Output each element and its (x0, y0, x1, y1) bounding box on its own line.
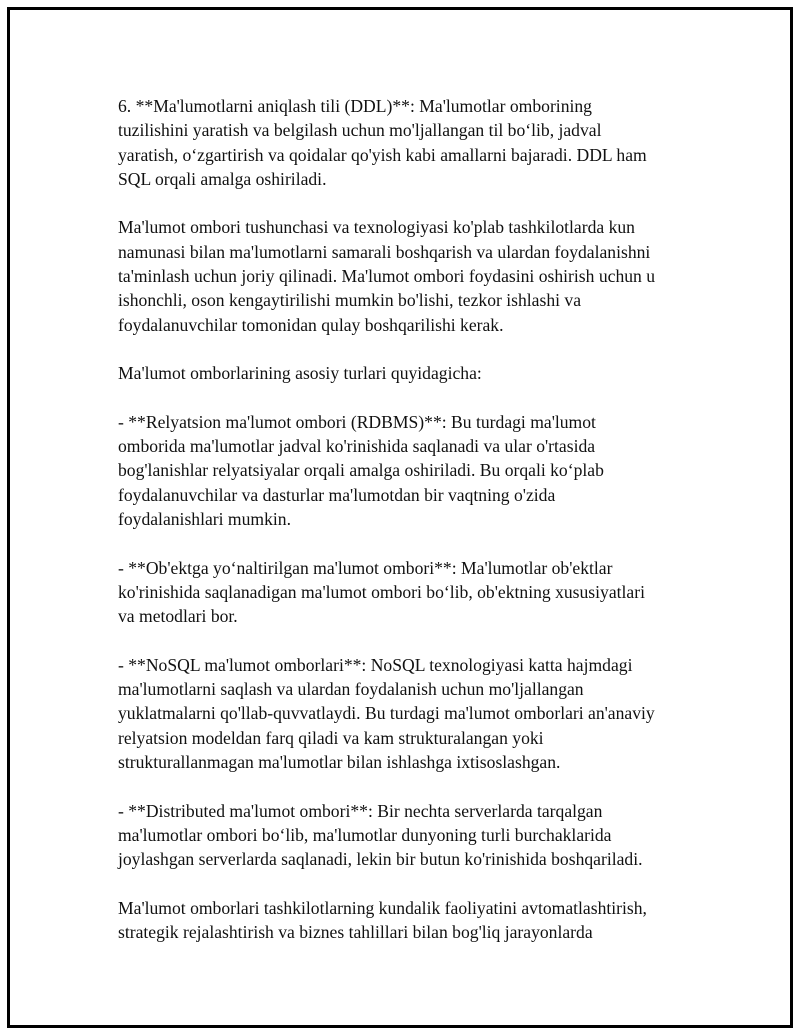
text-line: Ma'lumot ombori tushunchasi va texnologiyasi ko'plab tashkilotlarda kun (118, 217, 635, 238)
text-line: Ma'lumot omborlari tashkilotlarning kundalik faoliyatini avtomatlashtirish, (118, 897, 647, 918)
text-line: Ma'lumot omborlarining asosiy turlari quyidagicha: (118, 363, 482, 384)
text-line: bog'lanishlar relyatsiyalar orqali amalga oshiriladi. Bu orqali ko‘plab (118, 460, 604, 481)
text-line: foydalanuvchilar tomonidan qulay boshqarilishi kerak. (118, 314, 504, 335)
text-line: ko'rinishida saqlanadigan ma'lumot ombori bo‘lib, ob'ektning xususiyatlari (118, 581, 645, 602)
text-line: ta'minlash uchun joriy qilinadi. Ma'lumot ombori foydasini oshirish uchun u (118, 266, 656, 287)
text-line: ma'lumotlar ombori bo‘lib, ma'lumotlar dunyoning turli burchaklarida (118, 824, 612, 845)
text-line: foydalanishlari mumkin. (118, 509, 291, 530)
text-line: yaratish, o‘zgartirish va qoidalar qo'yish kabi amallarni bajaradi. DDL ham (118, 144, 647, 165)
paragraph-ddl (118, 94, 698, 191)
text-line: ishonchli, oson kengaytirilishi mumkin bo'lishi, tezkor ishlashi va (118, 290, 582, 311)
text-line: - **Ob'ektga yo‘naltirilgan ma'lumot ombori**: Ma'lumotlar ob'ektlar (118, 557, 613, 578)
paragraph-types-intro (118, 361, 698, 385)
text-line: omborida ma'lumotlar jadval ko'rinishida saqlanadi va ular o'rtasida (118, 436, 596, 457)
text-line: ma'lumotlarni saqlash va ulardan foydalanish uchun mo'ljallangan (118, 679, 584, 700)
text-line: va metodlari bor. (118, 606, 238, 627)
text-line: 6. **Ma'lumotlarni aniqlash tili (DDL)**: Ma'lumotlar omborining (118, 96, 592, 116)
text-line: foydalanuvchilar va dasturlar ma'lumotdan bir vaqtning o'zida (118, 484, 556, 505)
list-item-distributed (118, 799, 698, 872)
text-line: yuklatmalarni qo'llab-quvvatlaydi. Bu turdagi ma'lumot omborlari an'anaviy (118, 703, 655, 724)
list-item-nosql (118, 653, 698, 774)
paragraph-data-warehouse-concept (118, 215, 698, 336)
text-line: SQL orqali amalga oshiriladi. (118, 168, 327, 189)
text-line: joylashgan serverlarda saqlanadi, lekin bir butun ko'rinishida boshqariladi. (118, 849, 643, 870)
document-body (118, 94, 698, 969)
text-line: - **Distributed ma'lumot ombori**: Bir nechta serverlarda tarqalgan (118, 800, 603, 821)
text-line: namunasi bilan ma'lumotlarni samarali boshqarish va ulardan foydalanishni (118, 241, 651, 262)
list-item-object-oriented (118, 556, 698, 629)
paragraph-closing (118, 896, 698, 945)
text-line: - **NoSQL ma'lumot omborlari**: NoSQL texnologiyasi katta hajmdagi (118, 654, 633, 675)
text-line: tuzilishini yaratish va belgilash uchun mo'ljallangan til bo‘lib, jadval (118, 120, 602, 141)
list-item-rdbms (118, 410, 698, 531)
text-line: relyatsion modeldan farq qiladi va kam strukturalangan yoki (118, 727, 544, 748)
text-line: strategik rejalashtirish va biznes tahlillari bilan bog'liq jarayonlarda (118, 922, 593, 943)
text-line: - **Relyatsion ma'lumot ombori (RDBMS)**: Bu turdagi ma'lumot (118, 411, 596, 432)
text-line: strukturallanmagan ma'lumotlar bilan ishlashga ixtisoslashgan. (118, 752, 561, 773)
